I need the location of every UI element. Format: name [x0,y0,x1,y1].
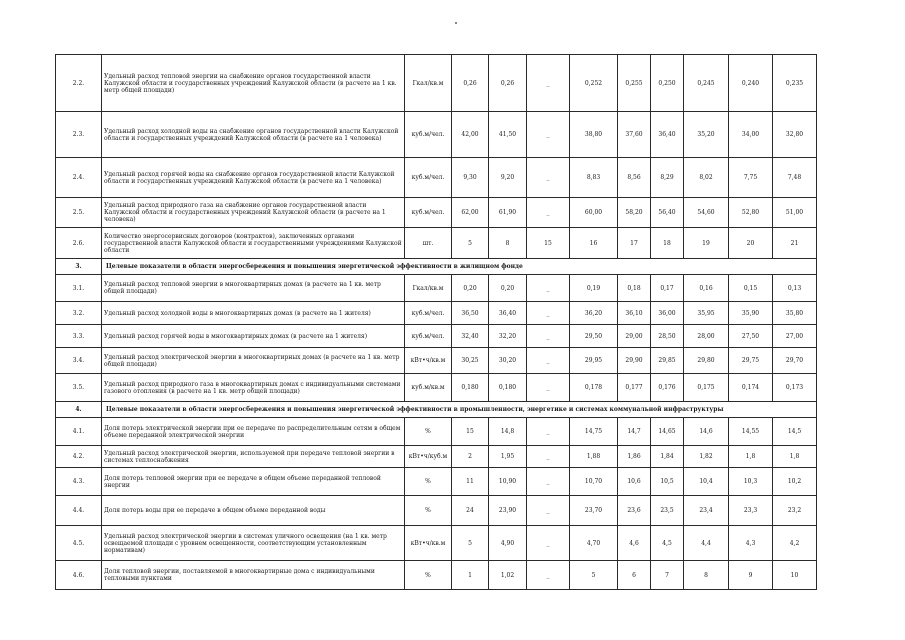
value-cell: _ [527,526,570,561]
value-cell: 1,84 [651,446,684,468]
value-cell: 14,6 [684,418,729,446]
table-row [56,418,817,446]
value-cell: 28,50 [651,325,684,348]
value-cell: 8 [489,228,527,259]
value-cell: 1 [452,561,489,590]
value-cell: 0,175 [684,374,729,402]
value-cell: 0,174 [729,374,773,402]
value-cell: 29,00 [618,325,651,348]
value-cell: 23,3 [729,496,773,526]
value-cell: 15 [452,418,489,446]
table-row [56,348,817,374]
value-cell: 0,178 [570,374,618,402]
value-cell: 15 [527,228,570,259]
value-cell: 0,245 [684,55,729,112]
value-cell: 0,19 [570,275,618,302]
value-cell: 10,70 [570,468,618,496]
value-cell: 1,88 [570,446,618,468]
value-cell: 36,20 [570,302,618,325]
value-cell: 0,180 [452,374,489,402]
value-cell: 7 [651,561,684,590]
table-row [56,228,817,259]
value-cell: 1,02 [489,561,527,590]
value-cell: 51,00 [773,198,817,228]
section-header-row [56,402,817,418]
value-cell: _ [527,496,570,526]
value-cell: 5 [452,526,489,561]
unit-cell: % [405,496,452,526]
indicator-name: Удельный расход горячей воды на снабжение органов государственной власти Калужской области и государственных учреждений Калужской области (в расчете на 1 человека) [102,158,405,198]
value-cell: _ [527,198,570,228]
section-header-row [56,259,817,275]
value-cell: 18 [651,228,684,259]
value-cell: 29,90 [618,348,651,374]
section-number: 4. [56,402,102,418]
unit-cell: % [405,561,452,590]
value-cell: 0,176 [651,374,684,402]
value-cell: _ [527,348,570,374]
value-cell: 1,86 [618,446,651,468]
value-cell: 8,83 [570,158,618,198]
value-cell: 8,02 [684,158,729,198]
unit-cell: куб.м/кв.м [405,374,452,402]
value-cell: 0,177 [618,374,651,402]
value-cell: 36,40 [489,302,527,325]
unit-cell: куб.м/чел. [405,198,452,228]
value-cell: 36,40 [651,112,684,158]
indicator-name: Доля потерь тепловой энергии при ее передаче в общем объеме переданной тепловой энергии [102,468,405,496]
value-cell: 14,5 [773,418,817,446]
value-cell: _ [527,446,570,468]
value-cell: 14,8 [489,418,527,446]
table-row [56,198,817,228]
value-cell: 0,16 [684,275,729,302]
table-body [56,55,817,590]
value-cell: 29,50 [570,325,618,348]
value-cell: 52,80 [729,198,773,228]
value-cell: 0,235 [773,55,817,112]
value-cell: 0,173 [773,374,817,402]
value-cell: 5 [452,228,489,259]
value-cell: 29,95 [570,348,618,374]
row-number: 3.4. [56,348,102,374]
value-cell: 4,90 [489,526,527,561]
value-cell: _ [527,468,570,496]
value-cell: 37,60 [618,112,651,158]
value-cell: 62,00 [452,198,489,228]
unit-cell: шт. [405,228,452,259]
table-row [56,302,817,325]
value-cell: 1,8 [773,446,817,468]
value-cell: 10,6 [618,468,651,496]
row-number: 2.4. [56,158,102,198]
value-cell: _ [527,158,570,198]
table-row [56,55,817,112]
value-cell: 8 [684,561,729,590]
value-cell: 0,20 [452,275,489,302]
indicator-name: Удельный расход электрической энергии в многоквартирных домах (в расчете на 1 кв. метр общей площади) [102,348,405,374]
value-cell: 2 [452,446,489,468]
value-cell: 14,75 [570,418,618,446]
value-cell: 29,75 [729,348,773,374]
row-number: 3.1. [56,275,102,302]
unit-cell: кВт•ч/куб.м [405,446,452,468]
row-number: 4.5. [56,526,102,561]
unit-cell: куб.м/чел. [405,302,452,325]
value-cell: 0,20 [489,275,527,302]
indicators-table [55,54,817,590]
value-cell: 23,6 [618,496,651,526]
value-cell: 4,70 [570,526,618,561]
value-cell: 29,70 [773,348,817,374]
row-number: 3.5. [56,374,102,402]
value-cell: 9,30 [452,158,489,198]
unit-cell: кВт•ч/кв.м [405,348,452,374]
value-cell: 19 [684,228,729,259]
row-number: 2.2. [56,55,102,112]
value-cell: 30,20 [489,348,527,374]
indicator-name: Удельный расход природного газа на снабжение органов государственной власти Калужской области и государственных учреждений Калужской области (в расчете на 1 человека) [102,198,405,228]
row-number: 4.4. [56,496,102,526]
value-cell: 0,240 [729,55,773,112]
value-cell: 0,18 [618,275,651,302]
unit-cell: Гкал/кв.м [405,55,452,112]
value-cell: 4,5 [651,526,684,561]
value-cell: _ [527,561,570,590]
value-cell: 0,255 [618,55,651,112]
value-cell: 5 [570,561,618,590]
value-cell: 11 [452,468,489,496]
indicator-name: Удельный расход природного газа в многоквартирных домах с индивидуальными системами газового отопления (в расчете на 1 кв. метр общей площади) [102,374,405,402]
value-cell: 35,80 [773,302,817,325]
value-cell: 10,3 [729,468,773,496]
value-cell: 36,00 [651,302,684,325]
row-number: 4.1. [56,418,102,446]
unit-cell: Гкал/кв.м [405,275,452,302]
indicator-name: Удельный расход электрической энергии, используемой при передаче тепловой энергии в системах теплоснабжения [102,446,405,468]
value-cell: 4,3 [729,526,773,561]
value-cell: 0,17 [651,275,684,302]
value-cell: 9 [729,561,773,590]
value-cell: 29,85 [651,348,684,374]
value-cell: 14,65 [651,418,684,446]
unit-cell: куб.м/чел. [405,158,452,198]
value-cell: 20 [729,228,773,259]
indicator-name: Доля потерь воды при ее передаче в общем объеме переданной воды [102,496,405,526]
table-row [56,158,817,198]
value-cell: 10,2 [773,468,817,496]
value-cell: _ [527,325,570,348]
value-cell: 35,95 [684,302,729,325]
section-number: 3. [56,259,102,275]
row-number: 2.6. [56,228,102,259]
value-cell: 54,60 [684,198,729,228]
value-cell: 16 [570,228,618,259]
unit-cell: кВт•ч/кв.м [405,526,452,561]
row-number: 4.3. [56,468,102,496]
row-number: 3.3. [56,325,102,348]
table-row [56,561,817,590]
value-cell: 8,29 [651,158,684,198]
value-cell: _ [527,374,570,402]
row-number: 2.5. [56,198,102,228]
value-cell: 60,00 [570,198,618,228]
value-cell: 29,80 [684,348,729,374]
indicator-name: Количество энергосервисных договоров (контрактов), заключенных органами государственной власти Калужской области и государственными учреждениями Калужской области [102,228,405,259]
value-cell: 0,26 [452,55,489,112]
table-row [56,325,817,348]
table-row [56,112,817,158]
value-cell: 24 [452,496,489,526]
table-row [56,446,817,468]
value-cell: 0,13 [773,275,817,302]
value-cell: 23,70 [570,496,618,526]
value-cell: 17 [618,228,651,259]
unit-cell: куб.м/чел. [405,325,452,348]
value-cell: 0,250 [651,55,684,112]
value-cell: _ [527,112,570,158]
value-cell: 8,56 [618,158,651,198]
value-cell: 36,50 [452,302,489,325]
value-cell: 61,90 [489,198,527,228]
unit-cell: куб.м/чел. [405,112,452,158]
indicator-name: Удельный расход тепловой энергии на снабжение органов государственной власти Калужской области и государственных учреждений Калужской области (в расчете на 1 кв. метр общей площади) [102,55,405,112]
value-cell: _ [527,418,570,446]
indicator-name: Удельный расход холодной воды в многоквартирных домах (в расчете на 1 жителя) [102,302,405,325]
value-cell: 1,95 [489,446,527,468]
value-cell: 10,5 [651,468,684,496]
value-cell: _ [527,55,570,112]
value-cell: 4,6 [618,526,651,561]
indicator-name: Удельный расход холодной воды на снабжение органов государственной власти Калужской области и государственных учреждений Калужской области (в расчете на 1 человека) [102,112,405,158]
value-cell: 23,5 [651,496,684,526]
value-cell: 0,252 [570,55,618,112]
table-row [56,496,817,526]
row-number: 4.6. [56,561,102,590]
value-cell: 14,55 [729,418,773,446]
value-cell: 6 [618,561,651,590]
value-cell: 1,8 [729,446,773,468]
value-cell: _ [527,302,570,325]
value-cell: 32,80 [773,112,817,158]
value-cell: 42,00 [452,112,489,158]
scan-speck [455,22,457,24]
value-cell: 10 [773,561,817,590]
row-number: 4.2. [56,446,102,468]
value-cell: 32,40 [452,325,489,348]
value-cell: 23,2 [773,496,817,526]
value-cell: 7,48 [773,158,817,198]
value-cell: 9,20 [489,158,527,198]
indicator-name: Доля потерь электрической энергии при ее передаче по распределительным сетям в общем объеме переданной электрической энергии [102,418,405,446]
table-row [56,468,817,496]
value-cell: 38,80 [570,112,618,158]
row-number: 2.3. [56,112,102,158]
value-cell: 4,4 [684,526,729,561]
indicator-name: Удельный расход электрической энергии в системах уличного освещения (на 1 кв. метр освещаемой площади с уровнем освещенности, соответствующим установленным нормативам) [102,526,405,561]
table-row [56,275,817,302]
value-cell: 35,20 [684,112,729,158]
table-row [56,374,817,402]
value-cell: 0,26 [489,55,527,112]
value-cell: 41,50 [489,112,527,158]
value-cell: 23,90 [489,496,527,526]
value-cell: 23,4 [684,496,729,526]
value-cell: 28,00 [684,325,729,348]
value-cell: 0,15 [729,275,773,302]
indicator-name: Удельный расход горячей воды в многоквартирных домах (в расчете на 1 жителя) [102,325,405,348]
value-cell: 21 [773,228,817,259]
value-cell: 7,75 [729,158,773,198]
value-cell: 4,2 [773,526,817,561]
value-cell: 35,90 [729,302,773,325]
value-cell: 1,82 [684,446,729,468]
value-cell: 14,7 [618,418,651,446]
indicator-name: Доля тепловой энергии, поставляемой в многоквартирные дома с индивидуальными тепловыми пунктами [102,561,405,590]
table-row [56,526,817,561]
value-cell: 32,20 [489,325,527,348]
unit-cell: % [405,468,452,496]
value-cell: 27,50 [729,325,773,348]
value-cell: 58,20 [618,198,651,228]
row-number: 3.2. [56,302,102,325]
value-cell: 36,10 [618,302,651,325]
value-cell: _ [527,275,570,302]
value-cell: 56,40 [651,198,684,228]
value-cell: 27,00 [773,325,817,348]
unit-cell: % [405,418,452,446]
value-cell: 10,4 [684,468,729,496]
value-cell: 10,90 [489,468,527,496]
section-title: Целевые показатели в области энергосбережения и повышения энергетической эффективности в жилищном фонде [102,259,817,275]
value-cell: 34,00 [729,112,773,158]
indicator-name: Удельный расход тепловой энергии в многоквартирных домах (в расчете на 1 кв. метр общей площади) [102,275,405,302]
value-cell: 30,25 [452,348,489,374]
value-cell: 0,180 [489,374,527,402]
section-title: Целевые показатели в области энергосбережения и повышения энергетической эффективности в промышленности, энергетике и системах коммунальной инфраструктуры [102,402,817,418]
